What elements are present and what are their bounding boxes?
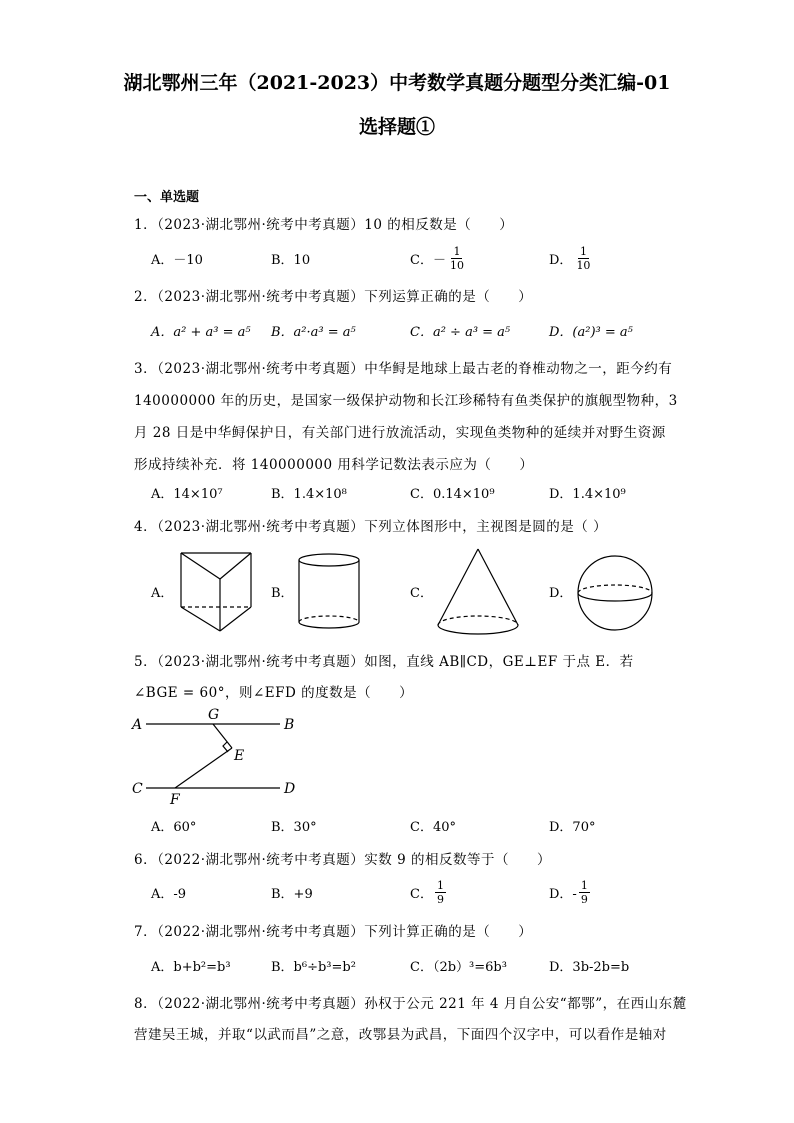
fraction-numerator: 1 [580, 878, 588, 892]
document-subtitle: 选择题① [358, 116, 435, 138]
cylinder-figure [296, 551, 362, 633]
point-label-c: C [132, 781, 143, 797]
section-heading: 一、单选题 [134, 190, 200, 205]
option-a: A．b+b²=b³ [151, 959, 231, 975]
fraction-denominator: 10 [576, 258, 591, 272]
question-5-line-2: ∠BGE = 60°，则∠EFD 的度数是（ ） [134, 685, 414, 701]
option-d: D．(a²)³ = a⁵ [549, 324, 633, 340]
option-d [549, 243, 592, 273]
question-3-line-2: 140000000 年的历史，是国家一级保护动物和长江珍稀特有鱼类保护的旗舰型物种，3 [134, 393, 678, 409]
option-a: A．60° [151, 819, 197, 835]
option-b: B．+9 [271, 886, 313, 902]
option-c [410, 877, 446, 907]
option-d [549, 877, 590, 907]
fraction-denominator: 9 [580, 892, 588, 906]
option-d: D． [549, 585, 573, 601]
fraction [435, 879, 446, 906]
option-c-label: C．－ [410, 252, 446, 268]
fraction-numerator: 1 [436, 878, 444, 892]
fraction-numerator: 1 [579, 244, 587, 258]
question-7-stem: 7．（2022·湖北鄂州·统考中考真题）下列计算正确的是（ ） [134, 924, 533, 940]
point-label-b: B [284, 717, 295, 733]
question-2-options [151, 315, 711, 345]
question-2-stem: 2．（2023·湖北鄂州·统考中考真题）下列运算正确的是（ ） [134, 289, 533, 305]
option-d-label: D． [549, 252, 573, 268]
option-c [410, 243, 466, 273]
document-title: 湖北鄂州三年（2021-2023）中考数学真题分题型分类汇编-01 [123, 72, 671, 94]
option-c-label: C． [410, 886, 433, 902]
question-8-line-1: 8．（2022·湖北鄂州·统考中考真题）孙权于公元 221 年 4 月自公安“都鄂”，在西山东麓 [134, 996, 687, 1012]
option-c: C． [410, 585, 433, 601]
fraction [574, 245, 592, 272]
fraction-denominator: 9 [436, 892, 444, 906]
question-3-line-3: 月 28 日是中华鲟保护日，有关部门进行放流活动，实现鱼类物种的延续并对野生资源 [134, 425, 666, 441]
option-c: C．（2b）³=6b³ [410, 959, 507, 975]
triangular-prism-figure [178, 549, 254, 635]
parallel-lines-diagram [128, 703, 308, 808]
option-d-label: D．- [549, 886, 577, 902]
point-label-e: E [234, 748, 245, 764]
option-a: A．-9 [151, 886, 187, 902]
option-c: C．a² ÷ a³ = a⁵ [410, 324, 511, 340]
option-c: C．40° [410, 819, 456, 835]
question-8-line-2: 营建吴王城，并取“以武而昌”之意，改鄂县为武昌，下面四个汉字中，可以看作是轴对 [134, 1027, 667, 1043]
question-3-line-1: 3．（2023·湖北鄂州·统考中考真题）中华鲟是地球上最古老的脊椎动物之一，距今约有 [134, 361, 673, 377]
option-b: B．1.4×10⁸ [271, 486, 347, 502]
option-b: B． [271, 585, 294, 601]
option-a: A． [151, 585, 174, 601]
question-5-options [151, 810, 711, 840]
option-b: B．b⁶÷b³=b² [271, 959, 356, 975]
option-d: D．70° [549, 819, 596, 835]
question-4-stem: 4．（2023·湖北鄂州·统考中考真题）下列立体图形中，主视图是圆的是（ ） [134, 519, 608, 535]
option-d: D．1.4×10⁹ [549, 486, 626, 502]
point-label-f: F [170, 792, 180, 808]
sphere-figure [575, 553, 655, 633]
option-c: C．0.14×10⁹ [410, 486, 495, 502]
fraction-numerator: 1 [453, 244, 461, 258]
question-5-line-1: 5．（2023·湖北鄂州·统考中考真题）如图，直线 AB∥CD，GE⊥EF 于点 E．若 [134, 654, 634, 670]
question-7-options [151, 950, 711, 980]
question-6-stem: 6．（2022·湖北鄂州·统考中考真题）实数 9 的相反数等于（ ） [134, 852, 551, 868]
question-1-options [151, 243, 711, 273]
question-6-options [151, 877, 711, 907]
option-a: A．－10 [151, 252, 203, 268]
point-label-g: G [208, 707, 220, 723]
point-label-d: D [284, 781, 296, 797]
fraction [579, 879, 590, 906]
option-d: D．3b-2b=b [549, 959, 630, 975]
question-3-options [151, 477, 711, 507]
fraction-denominator: 10 [449, 258, 464, 272]
option-b: B．a²·a³ = a⁵ [271, 324, 356, 340]
cone-figure [435, 546, 521, 638]
fraction [448, 245, 466, 272]
option-b: B．10 [271, 252, 311, 268]
point-label-a: A [132, 717, 143, 733]
option-a: A．14×10⁷ [151, 486, 223, 502]
question-3-line-4: 形成持续补充．将 140000000 用科学记数法表示应为（ ） [134, 457, 534, 473]
option-b: B．30° [271, 819, 317, 835]
option-a: A．a² + a³ = a⁵ [151, 324, 251, 340]
question-1-stem: 1．（2023·湖北鄂州·统考中考真题）10 的相反数是（ ） [134, 217, 514, 233]
